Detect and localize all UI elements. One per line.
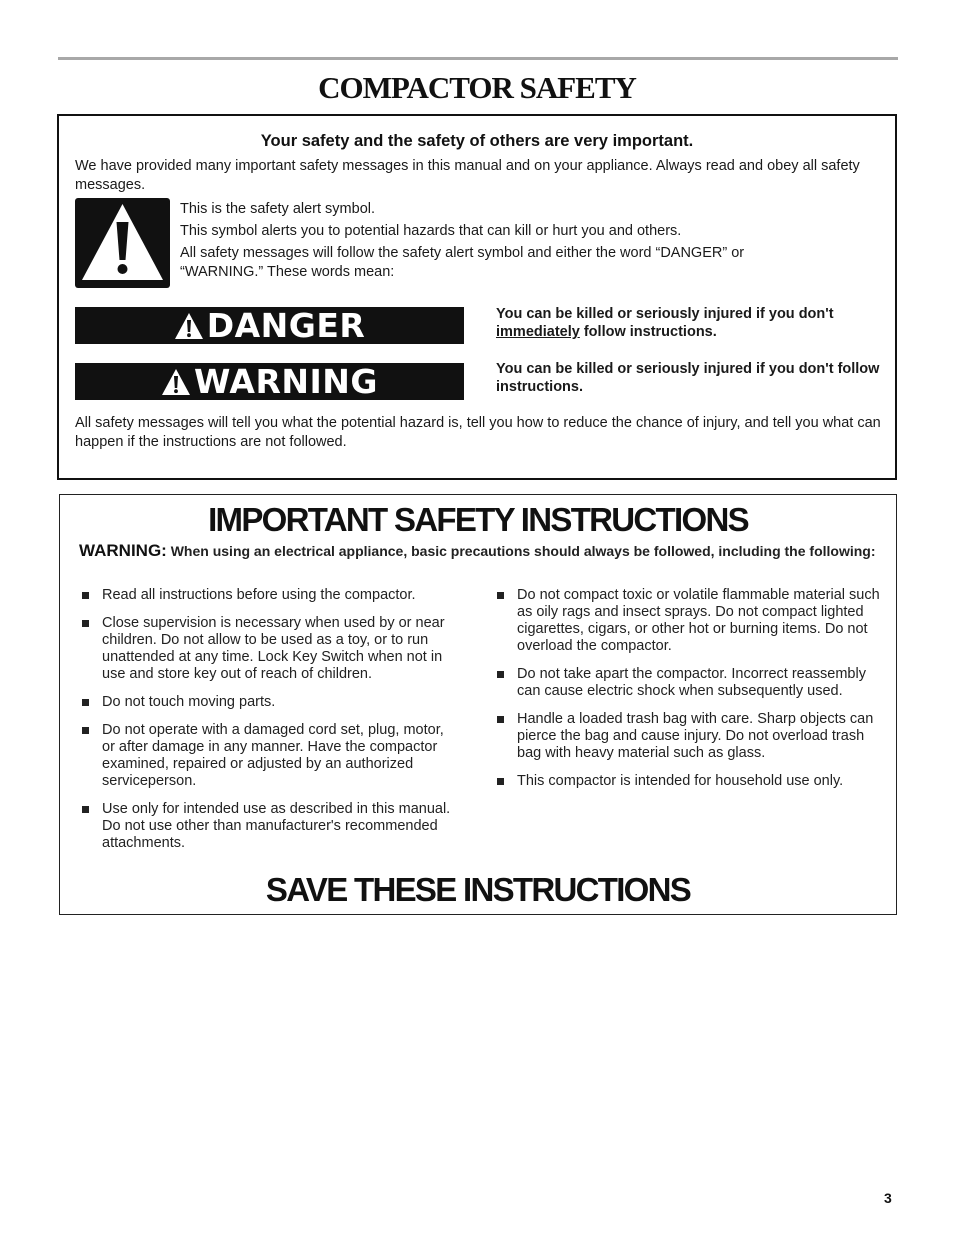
page-number: 3 [884,1190,892,1206]
danger-word: DANGER [206,306,366,345]
safety-heading: Your safety and the safety of others are very important. [260,132,694,150]
list-item [495,666,887,700]
warning-label: WARNING: [79,541,167,560]
list-item [495,711,887,762]
list-item-text: Close supervision is necessary when used by or near children. Do not allow to be used as a toy, or to run unattended at any time. Lock Key Switch when not in use and store key out of reach of children. [102,615,445,682]
warning-alert-icon [161,368,191,396]
instructions-warning [79,542,879,560]
danger-desc-emphasis: immediately [496,324,580,340]
list-item [80,722,460,790]
danger-alert-icon [174,312,204,340]
safety-alert-exclamation-icon [75,198,170,288]
bullet-square-icon [497,592,504,599]
warning-word: WARNING [194,362,378,401]
alert-line: This is the safety alert symbol. [180,201,376,217]
instructions-right-column [495,587,887,801]
bullet-square-icon [497,671,504,678]
list-item [495,587,887,655]
safety-message-box [57,114,897,480]
bullet-square-icon [82,592,89,599]
list-item-text: Do not compact toxic or volatile flammable material such as oily rags and insect sprays. Do not compact lighted cigarettes, cigars, or other hot or burning items. Do not overload the compactor. [517,587,880,654]
warning-description: You can be killed or seriously injured if you don't follow instructions. [496,361,880,395]
bullet-square-icon [82,727,89,734]
list-item-text: Use only for intended use as described in this manual. Do not use other than manufacturer's recommended attachments. [102,801,451,851]
list-item-text: Do not touch moving parts. [102,694,276,710]
save-instructions-title: SAVE THESE INSTRUCTIONS [265,871,691,908]
list-item [80,587,460,604]
safety-outro: All safety messages will tell you what the potential hazard is, tell you how to reduce the chance of injury, and tell you what can happen if the instructions are not followed. [75,415,881,450]
danger-desc-end: follow instructions. [579,324,717,340]
list-item-text: Do not take apart the compactor. Incorrect reassembly can cause electric shock when subsequently used. [517,666,866,699]
bullet-square-icon [82,699,89,706]
warning-text: When using an electrical appliance, basic precautions should always be followed, including the following: [166,543,876,559]
page-title: COMPACTOR SAFETY [318,70,636,105]
instructions-left-column [80,587,460,863]
list-item-text: This compactor is intended for household use only. [517,773,844,789]
top-rule [58,57,898,60]
list-item [80,615,460,683]
list-item [80,694,460,711]
warning-banner [75,363,464,400]
danger-desc-start: You can be killed or seriously injured if you don't [496,306,834,322]
bullet-square-icon [497,716,504,723]
alert-symbol-explanation [180,200,820,285]
alert-line: This symbol alerts you to potential hazards that can kill or hurt you and others. [180,223,682,239]
list-item-text: Read all instructions before using the compactor. [102,587,416,603]
alert-line: All safety messages will follow the safety alert symbol and either the word “DANGER” or “WARNING.” These words mean: [180,245,745,280]
list-item-text: Handle a loaded trash bag with care. Sharp objects can pierce the bag and cause injury. Do not overload trash bag with heavy material such as glass. [517,711,874,761]
bullet-square-icon [82,620,89,627]
important-instructions-box [59,494,897,915]
instructions-title: IMPORTANT SAFETY INSTRUCTIONS [208,501,748,538]
list-item [80,801,460,852]
danger-banner [75,307,464,344]
list-item [495,773,887,790]
danger-description [496,305,886,341]
safety-intro: We have provided many important safety messages in this manual and on your appliance. Always read and obey all safety messages. [75,158,860,193]
bullet-square-icon [497,778,504,785]
list-item-text: Do not operate with a damaged cord set, plug, motor, or after damage in any manner. Have the compactor examined, repaired or adjusted by an authorized serviceperson. [102,722,444,789]
bullet-square-icon [82,806,89,813]
